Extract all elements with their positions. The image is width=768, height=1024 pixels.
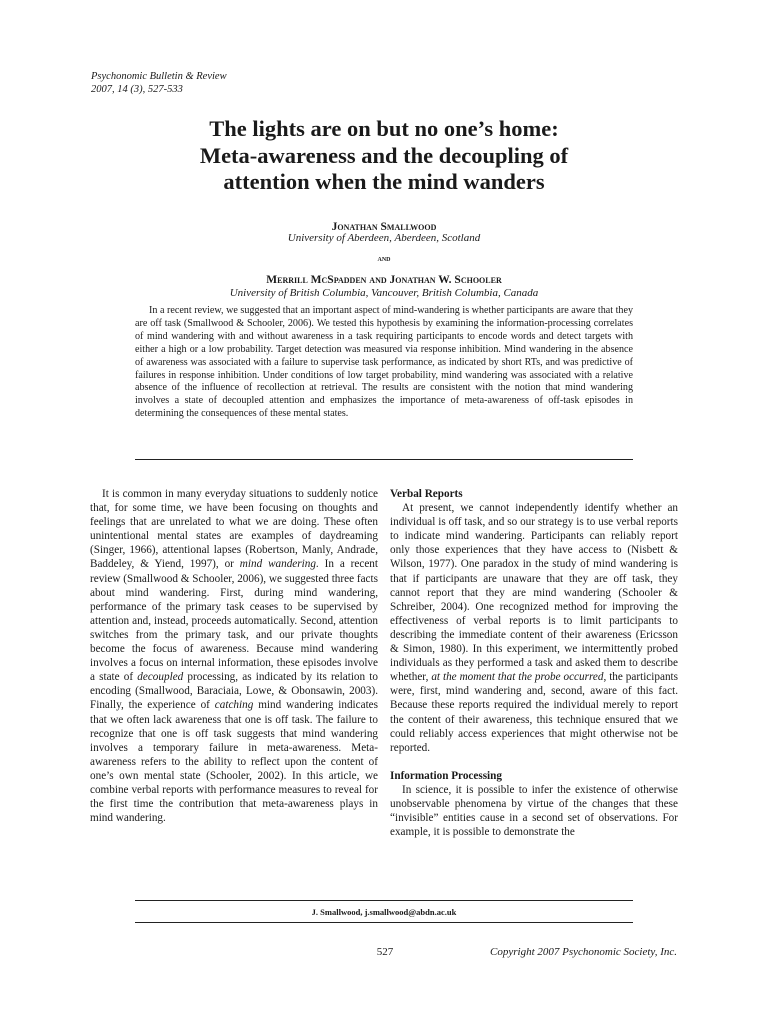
verbal-reports-text-1: At present, we cannot independently identify whether an individual is off task, and so our strategy is to use verbal reports to indicate mind wandering. Participants can reliably report only those experiences that they have access to (Nisbett & Wilson, 1977). One paradox in the study of mind wandering is that if participants are unaware that they are off task, they cannot report that they are mind wandering (Schooler & Schreiber, 2004). One recognized method for improving the effectiveness of verbal reports is to limit participants to describing the immediate content of their awareness (Ericsson & Simon, 1980). In this experiment, we intermittently probed individuals as they performed a task and asked them to describe whether,: [390, 502, 678, 684]
intro-paragraph: [90, 487, 378, 825]
verbal-reports-paragraph: [390, 501, 678, 755]
abstract: In a recent review, we suggested that an important aspect of mind-wandering is whether participants are aware that they are off task (Smallwood & Schooler, 2006). We tested this hypothesis by examining the information-processing correlates of mind wandering with and without awareness in a task requiring participants to encode words and detect targets with either a high or a low probability. Target detection was measured via response inhibition. Mind wandering in the absence of awareness was associated with a failure to supervise task performance, as indicated by short RTs, and was predictive of failures in response inhibition. Under conditions of low target probability, mind wandering was associated with a relative absence of the influence of recollection at retrieval. The results are consistent with the notion that mind wandering involves a state of decoupled attention and emphasizes the importance of meta-awareness of off-task episodes in determining the consequences of these mental states.: [135, 305, 633, 420]
intro-text-2: . In a recent review (Smallwood & Schooler, 2006), we suggested three facts about mind wandering. First, during mind wandering, performance of the primary task ceases to be supervised by attention and, instead, proceeds automatically. Second, attention switches from the primary task, and our private thoughts become the focus of awareness. Because mind wandering involves a focus on internal information, these episodes involve a state of: [90, 558, 378, 684]
correspondence-footnote: J. Smallwood, j.smallwood@abdn.ac.uk: [311, 907, 457, 917]
title-line-1: The lights are on but no one’s home:: [209, 116, 559, 141]
information-processing-heading: Information Processing: [390, 769, 502, 782]
verbal-reports-heading: Verbal Reports: [390, 488, 463, 500]
article-title: [0, 116, 768, 196]
first-author: Jonathan Smallwood: [331, 221, 437, 233]
information-processing-paragraph: In science, it is possible to infer the existence of otherwise unobservable phenomena by virtue of the changes that these “invisible” entities cause in a second set of observations. For example, it is possible to demonstrate the: [390, 783, 678, 839]
first-affiliation: University of Aberdeen, Aberdeen, Scotland: [287, 232, 481, 244]
intro-text-3: processing, as indicated by its relation to encoding (Smallwood, Baraciaia, Lowe, & Obonsawin, 2003). Finally, the experience of: [90, 671, 378, 712]
copyright-notice: Copyright 2007 Psychonomic Society, Inc.: [490, 946, 677, 958]
intro-text-1: It is common in many everyday situations to suddenly notice that, for some time, we have been focusing on thoughts and feelings that are unrelated to what we are doing. These often unintentional mental states are examples of daydreaming (Singer, 1966), attentional lapses (Robertson, Manly, Andrade, Baddeley, & Yiend, 1997), or: [90, 488, 378, 571]
second-affiliation: University of British Columbia, Vancouver, British Columbia, Canada: [229, 287, 539, 299]
second-authors: Merrill McSpadden and Jonathan W. Schooler: [266, 274, 502, 286]
journal-header: [91, 70, 227, 96]
footnote-bottom-divider: [135, 922, 633, 923]
section-gap: [390, 755, 678, 769]
verbal-reports-text-2: , the participants were, first, mind wandering and, second, aware of this fact. Because these reports required the individual merely to report the content of their awareness, this technique ensured that we could reliably access experiences that might otherwise not be reported.: [390, 671, 678, 754]
author-conjunction: and: [377, 253, 391, 263]
page-number: 527: [376, 946, 394, 958]
verbal-reports-emphasis: at the moment that the probe occurred: [431, 671, 604, 684]
journal-name: Psychonomic Bulletin & Review: [91, 71, 227, 82]
title-line-3: attention when the mind wanders: [223, 169, 545, 194]
left-column: [90, 487, 378, 825]
title-line-2: Meta-awareness and the decoupling of: [199, 142, 569, 168]
intro-emphasis-1: mind wandering: [239, 558, 316, 571]
journal-issue: 2007, 14 (3), 527-533: [91, 84, 183, 95]
footnote-divider: [135, 900, 633, 901]
intro-emphasis-3: catching: [214, 699, 254, 712]
right-column: [390, 487, 678, 839]
intro-emphasis-2: decoupled: [137, 671, 184, 684]
abstract-divider: [135, 459, 633, 460]
intro-text-4: mind wandering indicates that we often lack awareness that one is off task. The failure to recognize that one is off task suggests that mind wandering involves a temporary failure in meta-awareness. Meta-awareness refers to the ability to reflect upon the content of one’s own mental state (Schooler, 2002). In this article, we combine verbal reports with performance measures to reveal for the first time the contribution that meta-awareness plays in mind wandering.: [90, 699, 378, 825]
